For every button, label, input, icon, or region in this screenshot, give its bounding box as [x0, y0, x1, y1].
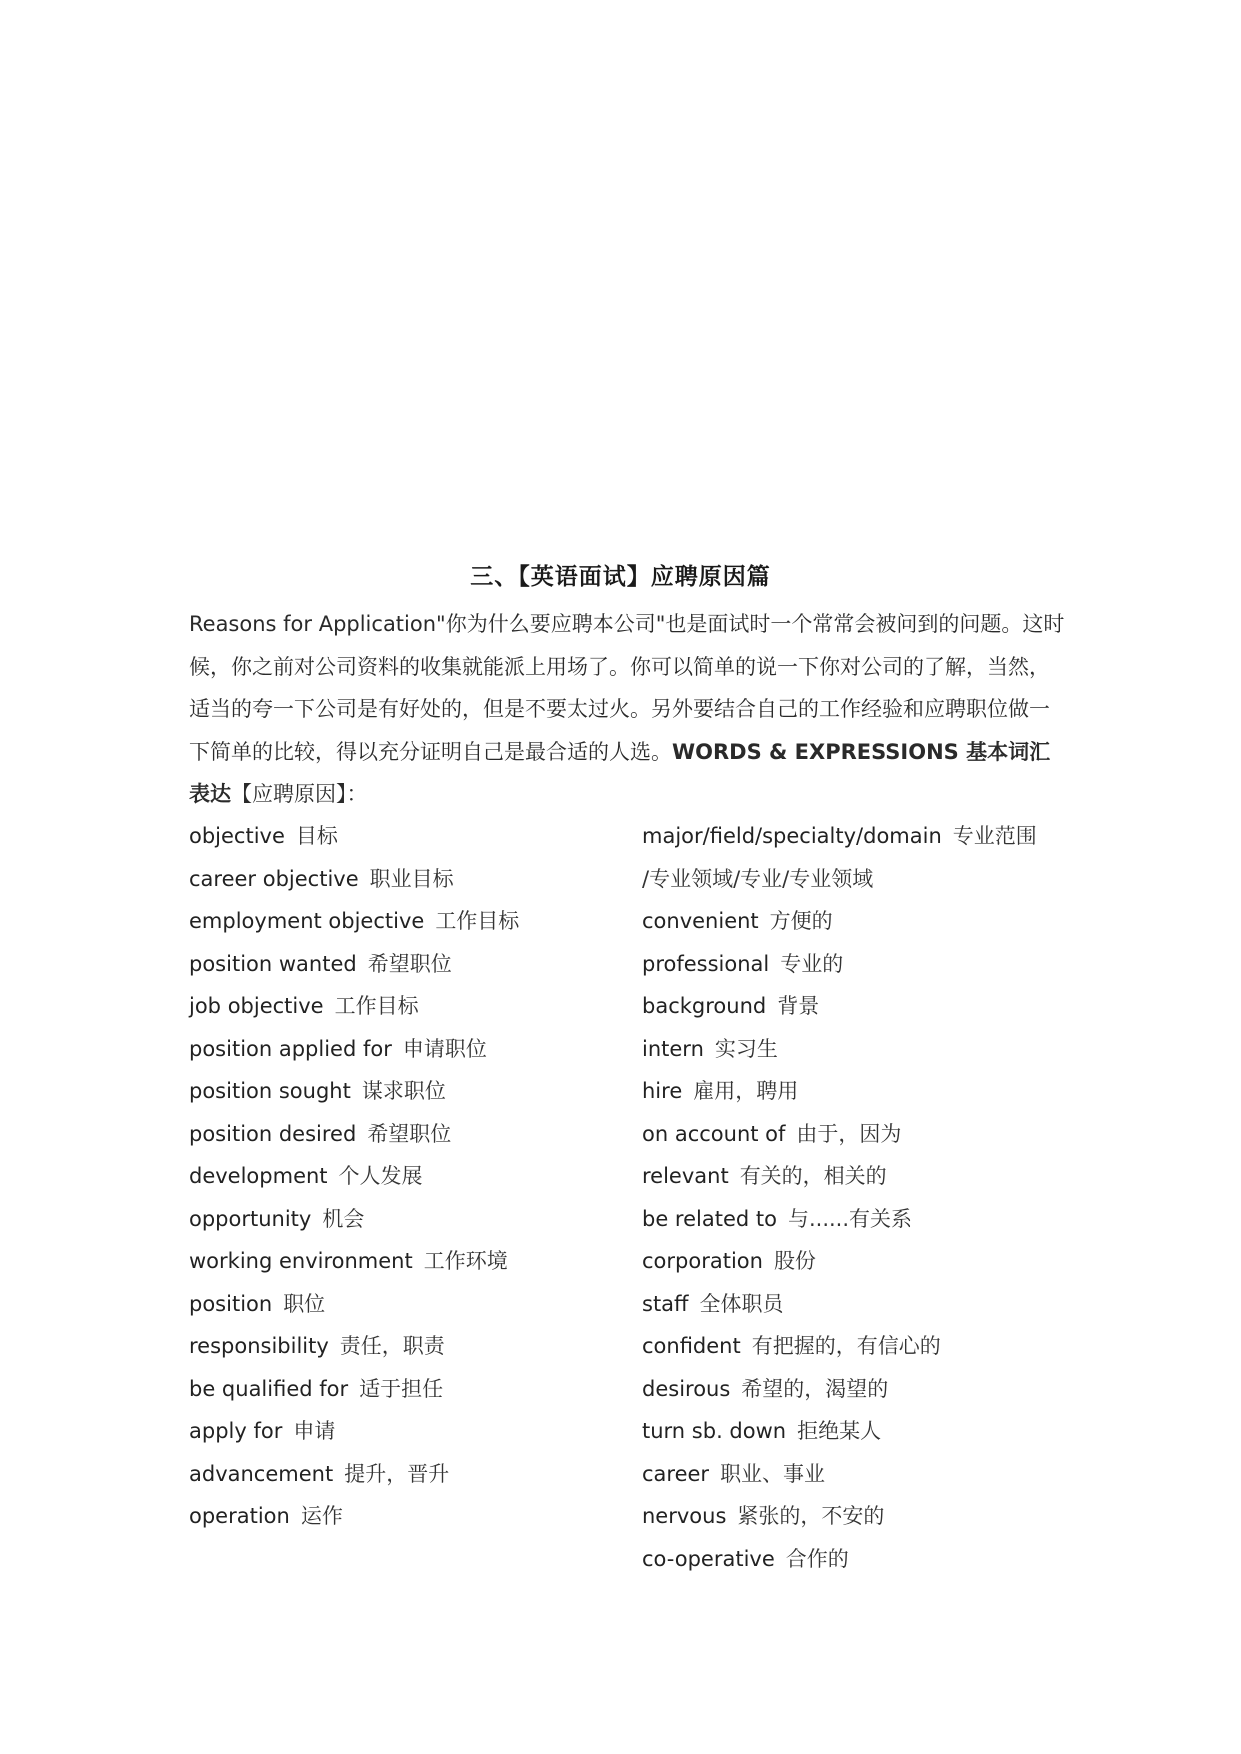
- vocab-chinese: 希望的，渴望的: [741, 1376, 889, 1401]
- vocab-english: career objective: [189, 866, 359, 891]
- vocab-item: [189, 1028, 659, 1071]
- vocab-item: [642, 1495, 1112, 1538]
- vocab-english: working environment: [189, 1249, 413, 1273]
- vocab-english: apply for: [189, 1419, 283, 1443]
- vocab-chinese: 方便的: [769, 909, 833, 933]
- vocab-chinese: 有关的，相关的: [739, 1164, 887, 1188]
- vocab-english: responsibility: [189, 1334, 329, 1358]
- vocab-column-left: [189, 815, 659, 1538]
- vocab-english: major/field/specialty/domain: [642, 824, 942, 848]
- vocab-item: [189, 815, 659, 858]
- vocab-item: [189, 1410, 659, 1453]
- vocab-item: [642, 815, 1112, 858]
- vocab-chinese: 与......有关系: [787, 1206, 913, 1231]
- vocab-item: [189, 858, 659, 901]
- vocab-item: [642, 1410, 1112, 1453]
- vocab-english: co-operative: [642, 1546, 775, 1571]
- vocab-item: [642, 1538, 1112, 1581]
- vocab-english: career: [642, 1461, 710, 1486]
- vocab-english: convenient: [642, 909, 759, 933]
- words-expressions-heading: WORDS & EXPRESSIONS 基本词汇表达: [189, 739, 1051, 806]
- vocab-item: [642, 1325, 1112, 1368]
- vocab-item: [642, 985, 1112, 1028]
- vocab-item: [189, 1155, 659, 1198]
- vocab-chinese: 有把握的，有信心的: [751, 1334, 941, 1358]
- vocab-item: [189, 1113, 659, 1156]
- vocab-chinese: 申请: [293, 1419, 336, 1443]
- intro-paragraph: [189, 603, 1069, 816]
- vocab-chinese: 申请职位: [402, 1036, 487, 1061]
- vocab-chinese: 紧张的，不安的: [737, 1504, 885, 1528]
- vocab-chinese: 职位: [283, 1291, 326, 1316]
- page-title: 三、【英语面试】应聘原因篇: [470, 564, 771, 590]
- vocab-item: [642, 1283, 1112, 1326]
- vocab-chinese: 专业范围: [952, 824, 1037, 848]
- vocab-english: be qualified for: [189, 1376, 349, 1401]
- vocab-item: [642, 900, 1112, 943]
- vocab-english: opportunity: [189, 1206, 312, 1231]
- vocab-item: [642, 1070, 1112, 1113]
- vocab-english: background: [642, 994, 767, 1018]
- vocab-chinese: 目标: [295, 824, 338, 848]
- vocab-item: [189, 1198, 659, 1241]
- vocab-chinese: 工作环境: [423, 1249, 508, 1273]
- vocab-english: professional: [642, 951, 770, 976]
- vocab-item: [642, 1368, 1112, 1411]
- vocab-chinese: 股份: [773, 1249, 816, 1273]
- vocab-chinese: 雇用，聘用: [693, 1079, 799, 1103]
- vocab-chinese: 提升，晋升: [344, 1461, 450, 1486]
- vocab-column-right: [642, 815, 1112, 1580]
- vocab-chinese: 全体职员: [699, 1291, 784, 1316]
- vocab-item: [189, 1325, 659, 1368]
- vocab-item: [189, 1070, 659, 1113]
- intro-tail: 【应聘原因】：: [231, 782, 368, 806]
- vocab-item: [189, 1240, 659, 1283]
- vocab-item: [189, 1368, 659, 1411]
- vocab-english: development: [189, 1164, 328, 1188]
- vocab-english: staff: [642, 1291, 689, 1316]
- vocab-chinese: 谋求职位: [361, 1079, 446, 1103]
- intro-text: Reasons for Application"你为什么要应聘本公司"也是面试时一个常常会被问到的问题。这时候，你之前对公司资料的收集就能派上用场了。你可以简单的说一下你对公司的了解，当然，适当的夸一下公司是有好处的，但是不要太过火。另外要结合自己的工作经验和应聘职位做一下简单的比较，得以充分证明自己是最合适的人选。: [189, 612, 1065, 764]
- vocab-item: [189, 985, 659, 1028]
- vocab-item: [642, 858, 1112, 901]
- vocab-chinese: 专业的: [780, 951, 844, 976]
- vocab-english: position applied for: [189, 1036, 392, 1061]
- vocab-chinese: 希望职位: [367, 1121, 452, 1146]
- vocab-chinese: 希望职位: [367, 951, 452, 976]
- vocab-english: position sought: [189, 1079, 351, 1103]
- vocab-english: position: [189, 1291, 273, 1316]
- vocab-chinese: 工作目标: [435, 909, 520, 933]
- vocab-english: intern: [642, 1036, 704, 1061]
- vocab-item: [642, 943, 1112, 986]
- vocab-english: on account of: [642, 1121, 786, 1146]
- vocab-english: hire: [642, 1079, 683, 1103]
- vocab-english: turn sb. down: [642, 1419, 787, 1443]
- vocab-english: job objective: [189, 994, 324, 1018]
- vocab-chinese: 职业、事业: [720, 1461, 826, 1486]
- vocab-chinese: 职业目标: [369, 866, 454, 891]
- vocab-english: operation: [189, 1504, 290, 1528]
- vocab-chinese: 运作: [300, 1504, 343, 1528]
- vocab-english: corporation: [642, 1249, 763, 1273]
- vocab-english: advancement: [189, 1461, 334, 1486]
- vocab-chinese: 适于担任: [359, 1376, 444, 1401]
- vocab-chinese: 背景: [777, 994, 820, 1018]
- vocab-chinese: 合作的: [785, 1546, 849, 1571]
- vocab-chinese: 个人发展: [338, 1164, 423, 1188]
- vocab-item: [189, 1283, 659, 1326]
- vocab-item: [189, 943, 659, 986]
- vocab-chinese: 工作目标: [334, 994, 419, 1018]
- vocab-english: desirous: [642, 1376, 731, 1401]
- vocab-chinese: 机会: [322, 1206, 365, 1231]
- vocab-english: position desired: [189, 1121, 357, 1146]
- vocab-item: [642, 1155, 1112, 1198]
- vocab-chinese: 实习生: [714, 1036, 778, 1061]
- vocab-english: employment objective: [189, 909, 425, 933]
- vocab-item: [189, 1495, 659, 1538]
- vocab-item: [642, 1453, 1112, 1496]
- vocab-chinese: /专业领域/专业/专业领域: [642, 866, 874, 891]
- vocab-item: [642, 1113, 1112, 1156]
- vocab-item: [189, 1453, 659, 1496]
- vocab-english: relevant: [642, 1164, 729, 1188]
- vocab-chinese: 拒绝某人: [797, 1419, 882, 1443]
- vocab-chinese: 由于，因为: [796, 1121, 902, 1146]
- vocab-english: position wanted: [189, 951, 357, 976]
- vocab-chinese: 责任，职责: [339, 1334, 445, 1358]
- vocab-item: [189, 900, 659, 943]
- vocab-english: objective: [189, 824, 285, 848]
- vocab-item: [642, 1028, 1112, 1071]
- vocab-item: [642, 1198, 1112, 1241]
- vocab-english: confident: [642, 1334, 741, 1358]
- vocab-item: [642, 1240, 1112, 1283]
- vocab-english: nervous: [642, 1504, 727, 1528]
- vocab-english: be related to: [642, 1206, 777, 1231]
